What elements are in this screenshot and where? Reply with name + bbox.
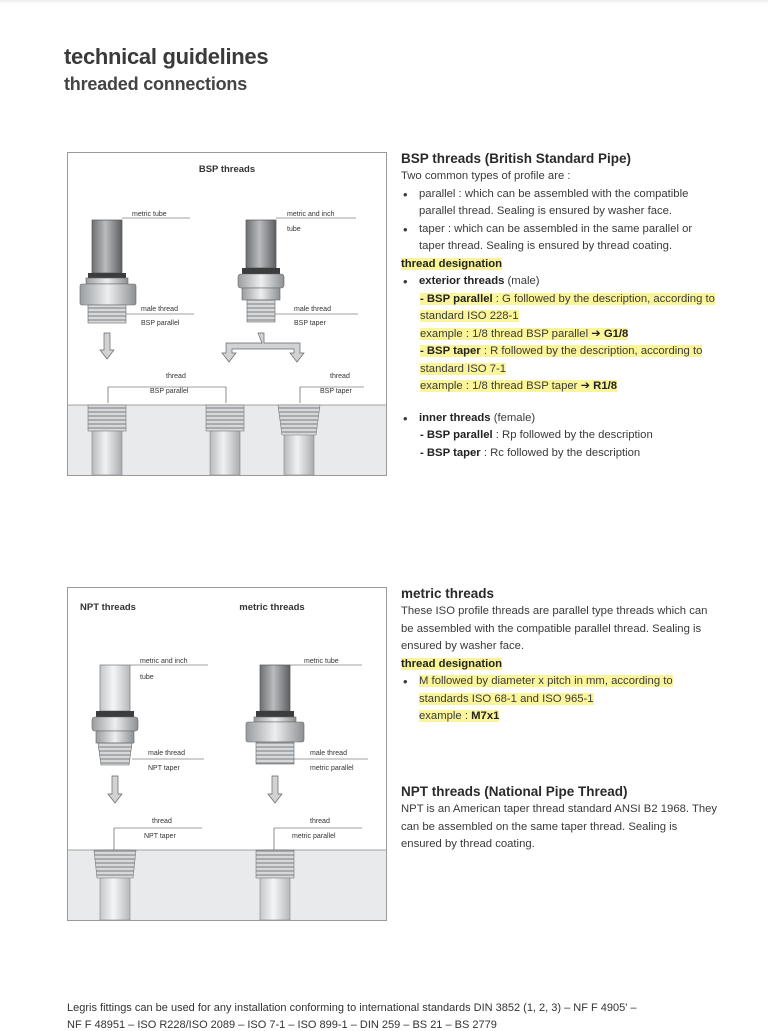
bsp-tube1-label: metric tube	[132, 211, 167, 218]
metric-designation-item	[401, 673, 721, 726]
in-bsp-taper-label: - BSP taper	[420, 446, 481, 459]
ext-bsp-parallel-result: ➔ G1/8	[591, 327, 629, 340]
ext-bsp-taper-example: example : 1/8 thread BSP taper	[420, 380, 581, 392]
bsp-parallel-item: • parallel : which can be assembled with the compatible parallel thread. Sealing is ensured by washer face.	[401, 186, 721, 221]
npt-tube1-label: metric and inch	[140, 658, 188, 665]
exterior-threads-label: exterior threads	[419, 275, 505, 287]
ext-bsp-parallel-text: : G followed by the description, according to standard ISO 228-1	[420, 292, 715, 322]
metric-example: example :	[419, 710, 472, 722]
bsp-inner-details	[401, 427, 721, 462]
bsp-thread-designation: thread designation	[401, 257, 503, 270]
npt-thread-label: thread	[152, 818, 172, 825]
bsp-male1-type: BSP parallel	[141, 320, 180, 327]
in-bsp-parallel-text: : Rp followed by the description	[492, 429, 653, 441]
bsp-exterior-details	[401, 291, 721, 396]
bsp-arrows	[100, 333, 304, 362]
ext-bsp-parallel-label: - BSP parallel	[420, 292, 493, 305]
metric-heading: metric threads	[401, 586, 495, 601]
bsp-male2-label: male thread	[294, 306, 331, 313]
npt-metric-threads-figure	[67, 587, 387, 921]
metric-parallel-fitting	[246, 665, 304, 764]
npt-tube1-label-2: tube	[140, 674, 154, 681]
npt-heading: NPT threads (National Pipe Thread)	[401, 784, 628, 799]
bsp-thread2-label: thread	[330, 373, 350, 380]
metric-thread-type: metric parallel	[292, 833, 336, 840]
npt-male1-type: NPT taper	[148, 765, 180, 772]
page-title: technical guidelines	[64, 44, 269, 69]
npt-metric-diagram	[68, 588, 386, 920]
npt-taper-fitting	[92, 665, 138, 765]
npt-figure-title: NPT threads	[80, 602, 136, 613]
in-bsp-taper-text: : Rc followed by the description	[480, 446, 641, 459]
metric-thread-label: thread	[310, 818, 330, 825]
npt-text: NPT is an American taper thread standard ANSI B2 1968. They can be assembled on the same taper thread. Sealing is ensured by thread coating.	[401, 803, 718, 850]
bsp-taper-fitting	[238, 220, 284, 322]
page-subtitle: threaded connections	[64, 74, 248, 94]
ext-bsp-taper-text: : R followed by the description, according to standard ISO 7-1	[420, 345, 703, 375]
npt-male1-label: male thread	[148, 750, 185, 757]
metric-male-type: metric parallel	[310, 765, 354, 772]
bsp-parallel-fitting	[80, 220, 136, 323]
npt-metric-arrows	[108, 776, 282, 803]
ext-bsp-parallel-example: example : 1/8 thread BSP parallel	[420, 327, 592, 340]
bsp-tube2-label: metric and inch	[287, 211, 335, 218]
bsp-thread1-type: BSP parallel	[150, 388, 189, 395]
bsp-thread2-type: BSP taper	[320, 388, 352, 395]
bsp-inner-item	[401, 410, 721, 428]
footer-standards: Legris fittings can be used for any installation conforming to international standards DIN 3852 (1, 2, 3) – NF F 4905' –	[67, 1002, 637, 1014]
bsp-figure-title: BSP threads	[198, 164, 256, 175]
bsp-threads-section	[401, 150, 721, 462]
metric-tube-label: metric tube	[304, 658, 339, 665]
ext-bsp-taper-result: ➔ R1/8	[580, 380, 618, 392]
bsp-taper-item: • taper : which can be assembled in the same parallel or taper thread. Sealing is ensured by thread coating.	[401, 221, 721, 256]
metric-threads-section	[401, 585, 721, 726]
exterior-threads-note: (male)	[504, 275, 540, 287]
npt-thread-type: NPT taper	[144, 833, 176, 840]
bsp-male1-label: male thread	[141, 306, 178, 313]
bsp-intro: Two common types of profile are :	[401, 170, 571, 182]
in-bsp-parallel-label: - BSP parallel	[420, 429, 493, 441]
metric-figure-title: metric threads	[239, 602, 305, 613]
metric-thread-designation: thread designation	[401, 657, 503, 670]
bsp-thread1-label: thread	[166, 373, 186, 380]
bsp-male2-type: BSP taper	[294, 320, 326, 327]
npt-threads-section	[401, 783, 721, 854]
metric-designation-text: M followed by diameter x pitch in mm, according to standards ISO 68-1 and ISO 965-1	[419, 675, 673, 705]
bsp-tube2-label-2: tube	[287, 226, 301, 233]
inner-threads-note: (female)	[490, 411, 536, 424]
bsp-threads-figure	[67, 152, 387, 476]
metric-example-value: M7x1	[471, 710, 500, 722]
bsp-exterior-item	[401, 273, 721, 291]
bsp-threads-diagram	[68, 153, 386, 475]
page-top-edge	[0, 0, 768, 4]
ext-bsp-taper-label: - BSP taper	[420, 345, 481, 357]
footer-standards-2: NF F 48951 – ISO R228/ISO 2089 – ISO 7-1 – ISO 899-1 – DIN 259 – BS 21 – BS 2779	[67, 1019, 497, 1031]
bsp-heading: BSP threads (British Standard Pipe)	[401, 151, 632, 166]
metric-male-label: male thread	[310, 750, 347, 757]
metric-text: These ISO profile threads are parallel type threads which can be assembled with the compatible parallel thread. Sealing is ensured by washer face.	[401, 605, 708, 652]
inner-threads-label: inner threads	[419, 411, 491, 424]
